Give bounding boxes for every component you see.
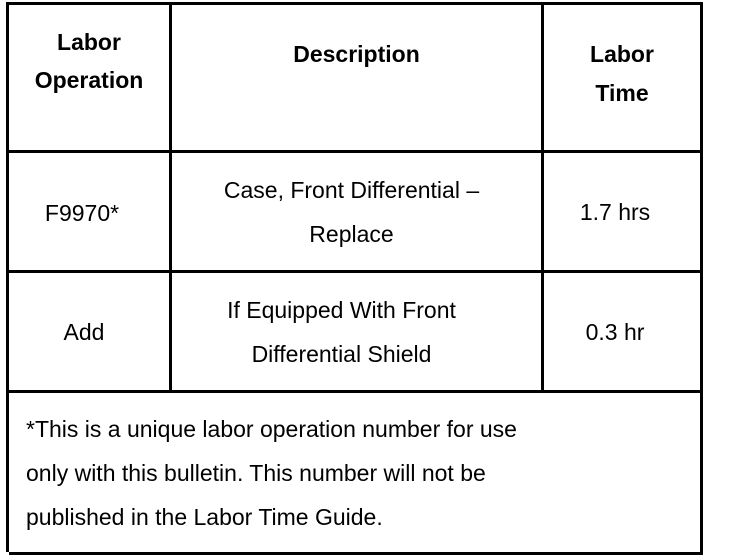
labor-time-cell: [544, 153, 703, 270]
labor-time-value: 1.7 hrs: [579, 198, 651, 225]
footnote-line-2: only with this bulletin. This number will not be: [26, 460, 486, 486]
header-labor-operation-line-1: Labor: [57, 29, 121, 55]
description-cell: [172, 153, 544, 270]
description-line-2: Replace: [309, 220, 394, 247]
labor-operation-cell: [9, 273, 172, 390]
header-labor-time-line-2: Time: [595, 80, 649, 106]
description-line-2: Differential Shield: [251, 340, 432, 367]
table-header-row: [9, 5, 703, 153]
labor-operation-cell: [9, 153, 172, 270]
labor-operation-code: Add: [63, 318, 105, 345]
description-cell: [172, 273, 544, 390]
header-description: [172, 5, 544, 150]
header-labor-operation-line-2: Operation: [34, 67, 144, 93]
labor-time-cell: [544, 273, 703, 390]
footnote-text: [26, 407, 517, 539]
labor-time-value: 0.3 hr: [585, 318, 645, 345]
table-row: [9, 273, 703, 393]
footnote-line-1: *This is a unique labor operation number for use: [26, 416, 517, 442]
footnote-row: [9, 393, 703, 555]
header-labor-time-line-1: Labor: [590, 41, 654, 67]
labor-time-table: [6, 2, 703, 552]
header-labor-time: [544, 5, 703, 150]
labor-operation-code: F9970*: [44, 199, 120, 226]
table-row: [9, 153, 703, 273]
header-description-line-1: Description: [293, 41, 420, 67]
description-line-1: If Equipped With Front: [227, 296, 456, 323]
header-labor-operation: [9, 5, 172, 150]
description-line-1: Case, Front Differential –: [223, 176, 480, 203]
footnote-line-3: published in the Labor Time Guide.: [26, 504, 383, 530]
